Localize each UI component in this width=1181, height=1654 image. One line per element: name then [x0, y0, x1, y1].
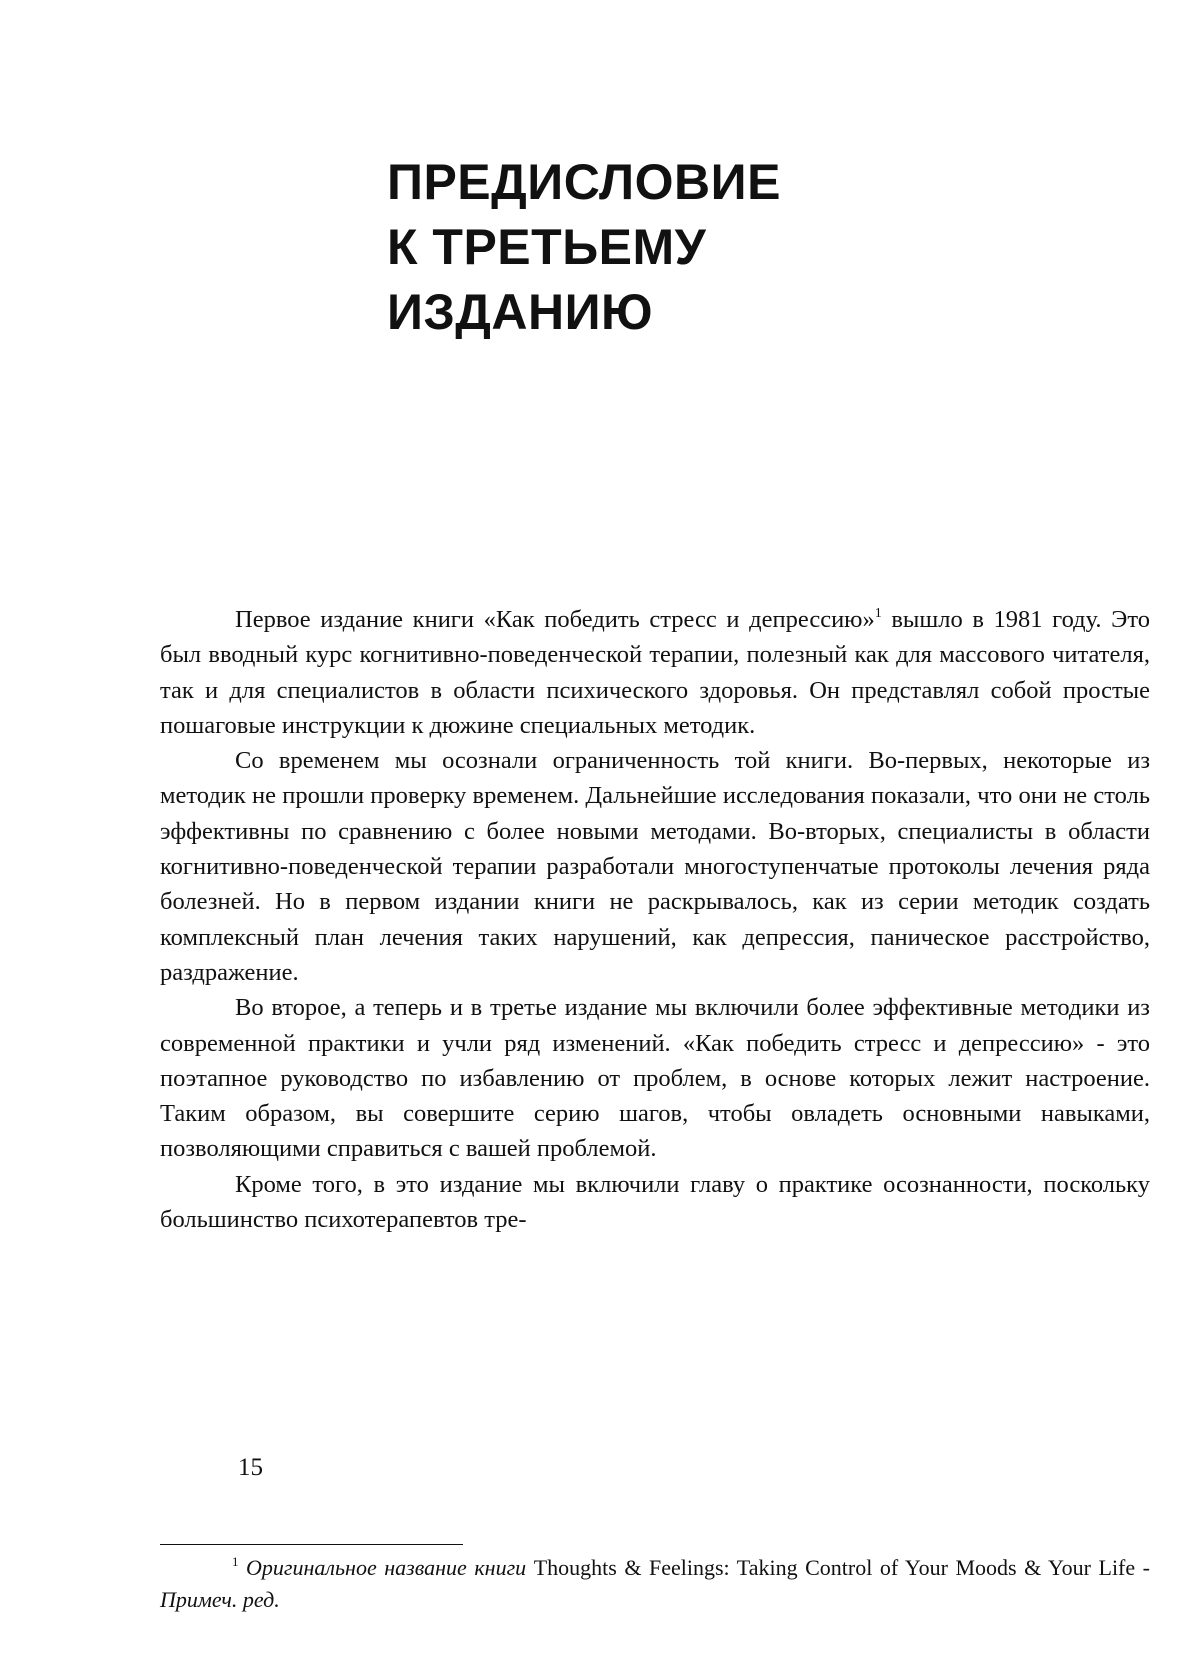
- paragraph-2: Со временем мы осознали ограниченность той книги. Во-первых, некоторые из методик не прошли проверку временем. Дальнейшие исследования показали, что они не столь эффективны по сравнению с более новыми методами. Во-вторых, специалисты в области когнитивно-поведенческой терапии разработали многоступенчатые протоколы лечения ряда болезней. Но в первом издании книги не раскрывалось, как из серии методик создать комплексный план лечения таких нарушений, как депрессия, паническое расстройство, раздражение.: [160, 747, 1150, 986]
- page-number: 15: [238, 1454, 263, 1481]
- paragraph-1-start: Первое издание книги «Как победить стресс и депрессию»: [235, 606, 875, 633]
- chapter-title-line-2: К ТРЕТЬЕМУ: [387, 219, 707, 275]
- paragraph-1: [160, 602, 1150, 743]
- main-text: [160, 602, 1150, 1237]
- footnote-italic-prefix: Оригинальное название книги: [246, 1555, 527, 1580]
- footnote-divider: [160, 1544, 463, 1545]
- chapter-title-line-3: ИЗДАНИЮ: [387, 284, 654, 340]
- footnote-original-title: Thoughts & Feelings: Taking Control of Your Moods & Your Life -: [526, 1555, 1151, 1580]
- footnote-reference: 1: [874, 606, 882, 621]
- footnote-marker: 1: [232, 1554, 239, 1569]
- paragraph-4: Кроме того, в это издание мы включили главу о практике осознанности, поскольку большинство психотерапевтов тре-: [160, 1170, 1150, 1234]
- footnote-editor-note: Примеч. ред.: [160, 1587, 280, 1612]
- paragraph-3: Во второе, а теперь и в третье издание мы включили более эффективные методики из современной практики и учли ряд изменений. «Как победить стресс и депрессию» - это поэтапное руководство по избавлению от проблем, в основе которых лежит настроение. Таким образом, вы совершите серию шагов, чтобы овладеть основными навыками, позволяющими справиться с вашей проблемой.: [160, 994, 1150, 1163]
- chapter-title-line-1: ПРЕДИСЛОВИЕ: [387, 154, 781, 210]
- chapter-title: [387, 150, 781, 345]
- footnote: [160, 1552, 1150, 1616]
- paragraph-1-rest: вышло в 1981 году. Это был вводный курс когнитивно-поведенческой терапии, полезный как для массового читателя, так и для специалистов в области психического здоровья. Он представлял собой простые пошаговые инструкции к дюжине специальных методик.: [160, 606, 1150, 739]
